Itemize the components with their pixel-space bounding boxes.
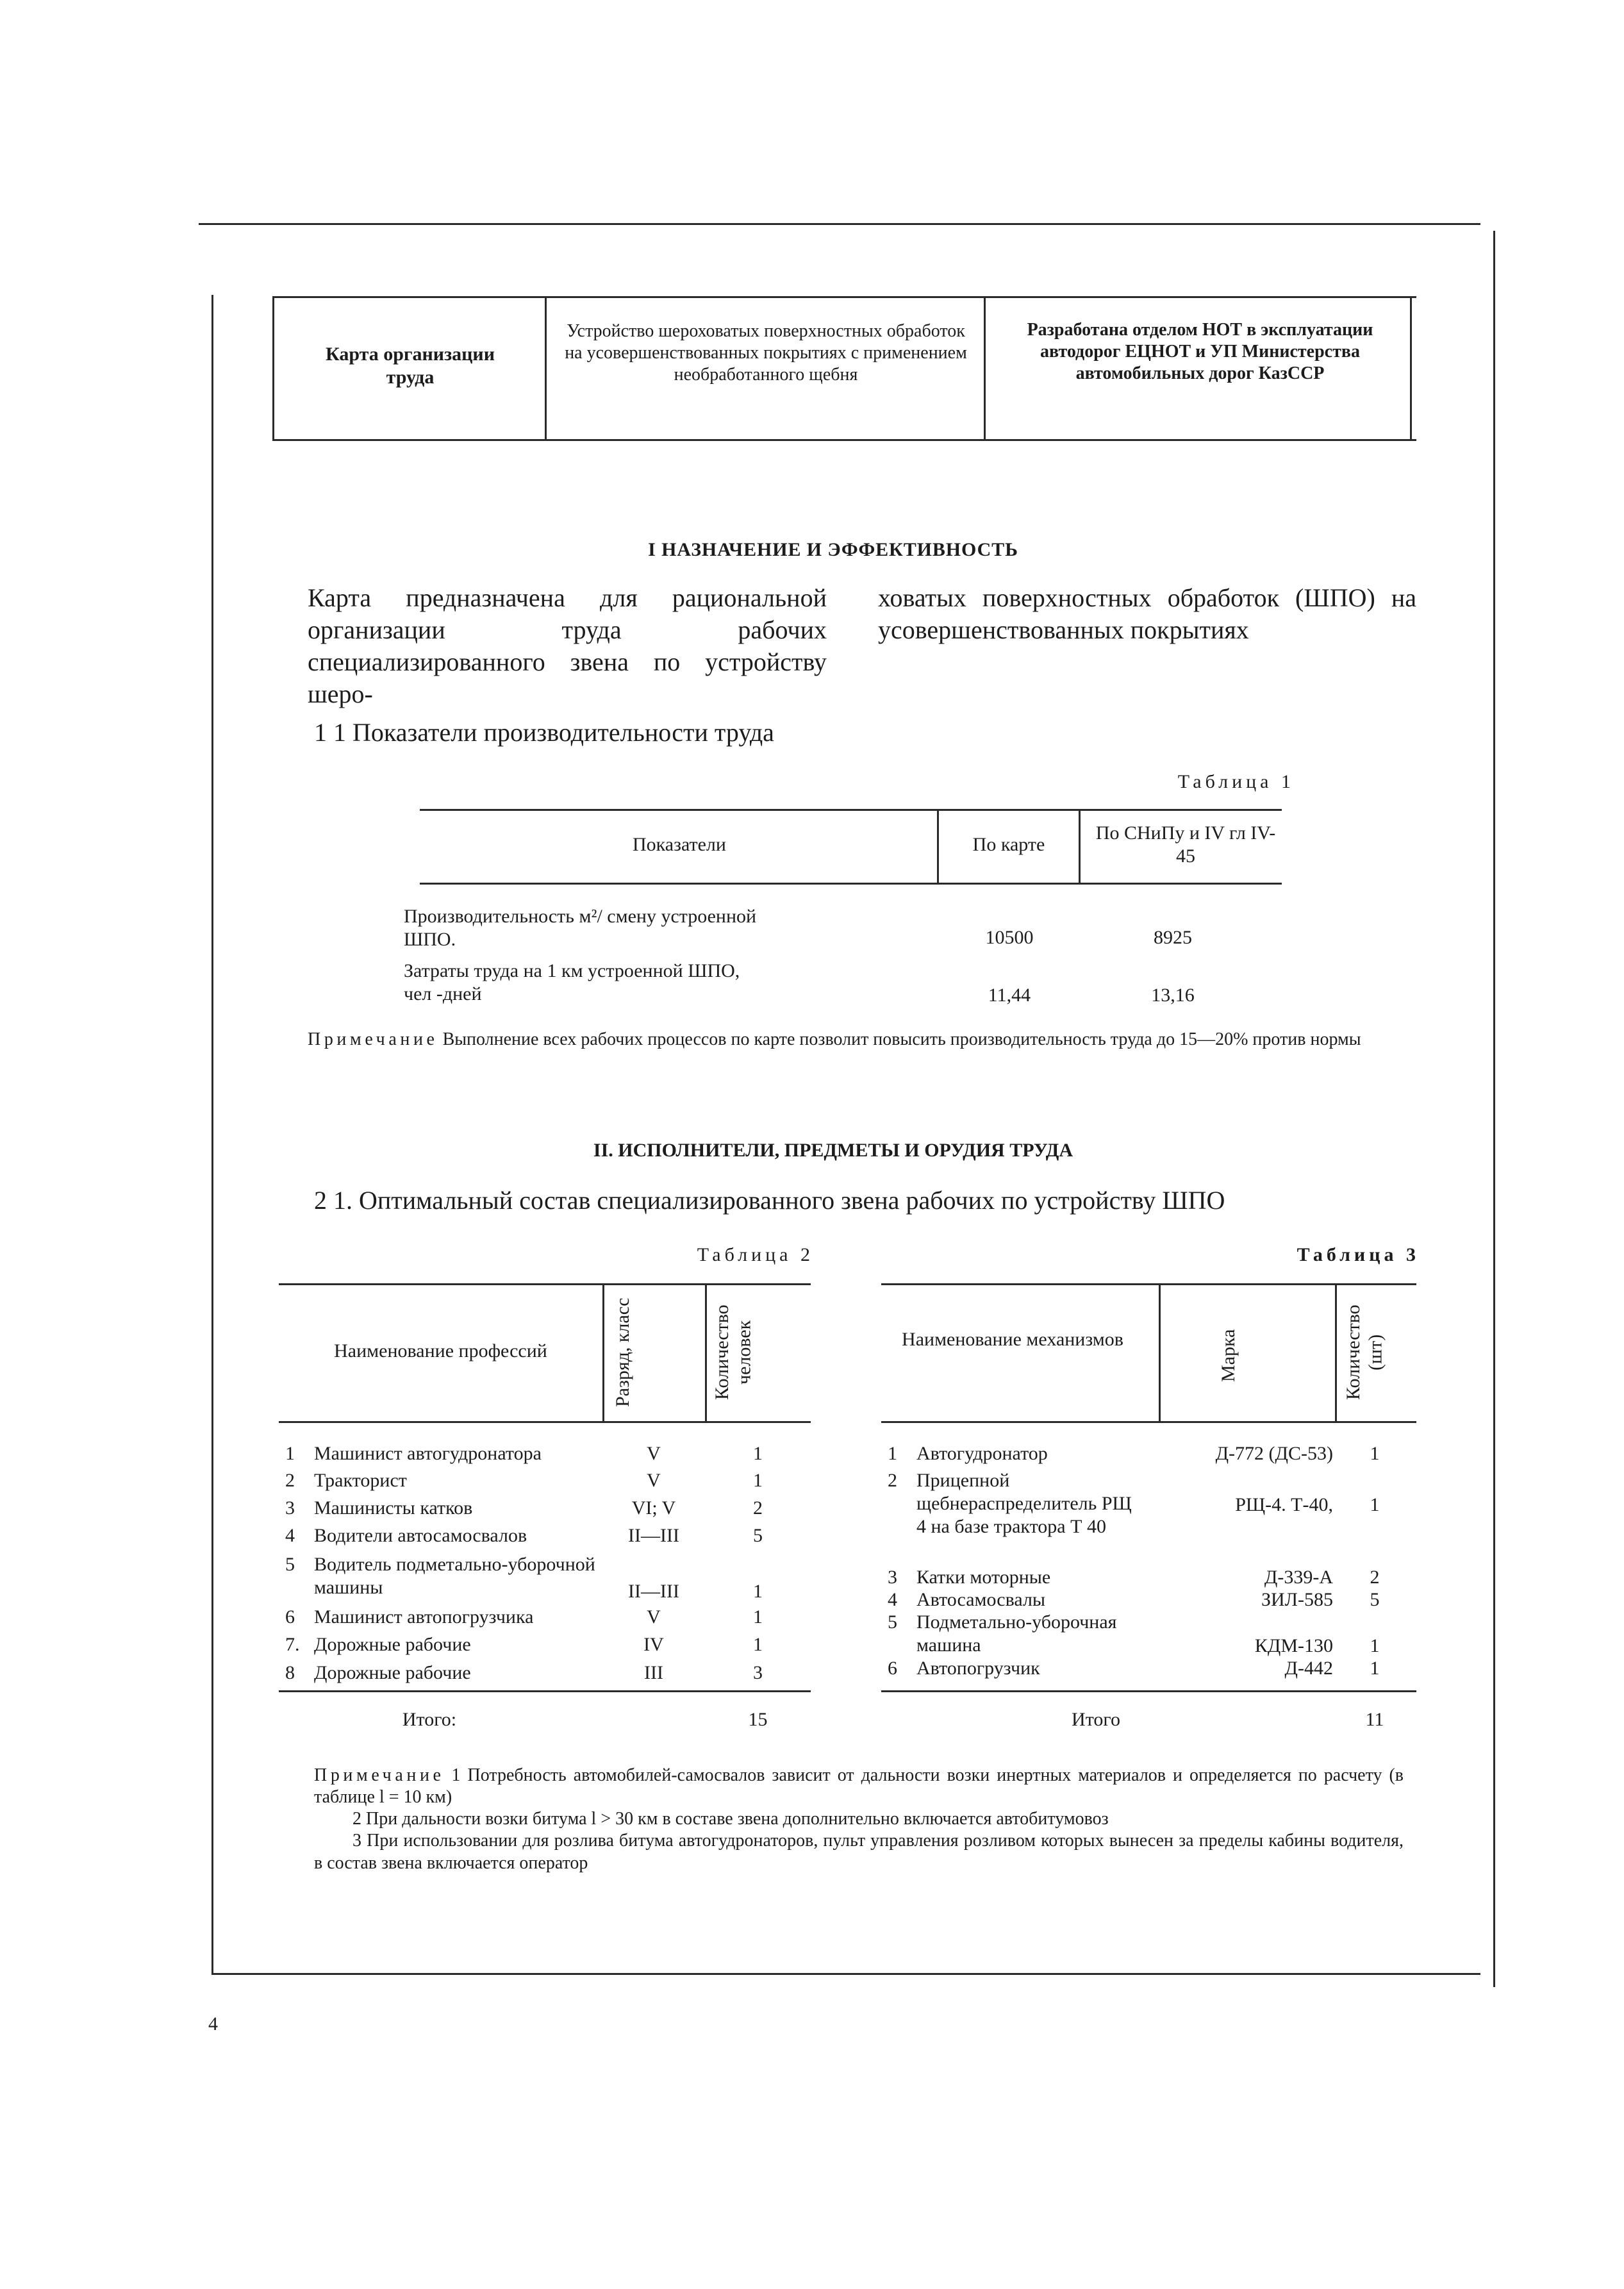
- table2-caption: Таблица 2: [697, 1244, 814, 1265]
- profession-count: 1: [753, 1443, 763, 1464]
- row-number: 1: [888, 1443, 897, 1464]
- header-developer: Разработана отделом НОТ в эксплуатации автодорог ЕЦНОТ и УП Министерства автомобильных дорог КазССР: [1027, 320, 1373, 384]
- mechanism-name: Катки моторные: [916, 1567, 1051, 1588]
- mechanism-name: Прицепной щебнераспределитель РЩ 4 на базе трактора Т 40: [916, 1470, 1132, 1537]
- table1-note-text: Выполнение всех рабочих процессов по карте позволит повысить производительность труда до 15—20% против нормы: [442, 1029, 1361, 1049]
- table2-total-value: 15: [748, 1709, 768, 1730]
- profession-name: Машинист автопогрузчика: [314, 1606, 534, 1627]
- page-right-rule: [1493, 231, 1495, 1987]
- table1-row-productivity-card: 10500: [985, 927, 1034, 948]
- section1-subtitle: 1 1 Показатели производительности труда: [314, 718, 774, 747]
- row-number: 5: [285, 1554, 295, 1575]
- notes-block: [314, 1765, 1404, 1874]
- mechanism-count: 5: [1370, 1589, 1380, 1610]
- row-number: 2: [285, 1470, 295, 1491]
- table2-header-grade: Разряд, класс: [612, 1297, 633, 1408]
- page-bottom-rule: [211, 1973, 1480, 1975]
- profession-grade: II—III: [628, 1525, 679, 1546]
- row-number: 7.: [285, 1634, 300, 1655]
- mechanism-count: 1: [1370, 1494, 1380, 1515]
- table1-row-labor-snip: 13,16: [1151, 985, 1195, 1006]
- profession-name: Водители автосамосвалов: [314, 1525, 527, 1546]
- table1-caption: Таблица 1: [1177, 771, 1295, 792]
- profession-name: Дорожные рабочие: [314, 1634, 471, 1655]
- mechanism-name: Подметально-уборочная машина: [916, 1611, 1117, 1656]
- profession-name: Тракторист: [314, 1470, 407, 1491]
- table3-total-label: Итого: [1072, 1709, 1120, 1730]
- profession-count: 1: [753, 1470, 763, 1491]
- profession-grade: IV: [643, 1634, 664, 1655]
- profession-grade: V: [647, 1606, 661, 1627]
- mechanism-count: 1: [1370, 1658, 1380, 1679]
- profession-count: 2: [753, 1497, 763, 1519]
- table3-header-count: Количество (шт): [1343, 1304, 1386, 1401]
- profession-grade: III: [644, 1662, 663, 1683]
- note-2: 2 При дальности возки битума l > 30 км в составе звена дополнительно включается автобитумовоз: [352, 1809, 1109, 1829]
- row-number: 6: [285, 1606, 295, 1627]
- table2-header-profession: Наименование профессий: [334, 1340, 547, 1361]
- row-number: 2: [888, 1470, 897, 1491]
- profession-name: Водитель подметально-уборочной машины: [314, 1554, 595, 1598]
- note-1-text: 1 Потребность автомобилей-самосвалов зависит от дальности возки инертных материалов и определяется по расчету (в таблице l = 10 км): [314, 1765, 1404, 1808]
- table2-total-label: Итого:: [402, 1709, 457, 1730]
- row-number: 5: [888, 1611, 897, 1633]
- row-number: 4: [285, 1525, 295, 1546]
- row-number: 8: [285, 1662, 295, 1683]
- table1-note: [308, 1029, 1397, 1051]
- table1-header-card: По карте: [972, 834, 1045, 855]
- row-number: 6: [888, 1658, 897, 1679]
- table1-row-labor-card: 11,44: [988, 985, 1031, 1006]
- table3-caption: Таблица 3: [1297, 1244, 1420, 1265]
- mechanism-count: 1: [1370, 1635, 1380, 1656]
- table1-row-productivity: Производительность м²/ смену устроенной ШПО.: [404, 906, 757, 950]
- mechanism-mark: КДМ-130: [1254, 1635, 1333, 1656]
- profession-count: 1: [753, 1581, 763, 1602]
- section2-subtitle: 2 1. Оптимальный состав специализированного звена рабочих по устройству ШПО: [314, 1186, 1225, 1215]
- mechanism-count: 1: [1370, 1443, 1380, 1464]
- row-number: 4: [888, 1589, 897, 1610]
- table1-note-label: Примечание: [308, 1029, 438, 1049]
- page-number: 4: [208, 2013, 218, 2035]
- note-1: [314, 1765, 1404, 1808]
- section2-title: II. ИСПОЛНИТЕЛИ, ПРЕДМЕТЫ И ОРУДИЯ ТРУДА: [593, 1140, 1073, 1161]
- note-3: 3 При использовании для розлива битума автогудронаторов, пульт управления розливом которых вынесен за пределы кабины водителя, в состав звена включается оператор: [314, 1831, 1404, 1873]
- mechanism-mark: Д-442: [1284, 1658, 1333, 1679]
- table1-header-indicator: Показатели: [633, 834, 726, 855]
- section1-title: I НАЗНАЧЕНИЕ И ЭФФЕКТИВНОСТЬ: [648, 539, 1018, 560]
- mechanism-name: Автосамосвалы: [916, 1589, 1046, 1610]
- profession-name: Машинист автогудронатора: [314, 1443, 542, 1464]
- row-number: 3: [888, 1567, 897, 1588]
- table3-total-value: 11: [1365, 1709, 1384, 1730]
- mechanism-count: 2: [1370, 1567, 1380, 1588]
- page-top-rule: [199, 223, 1480, 225]
- section1-paragraph-left: Карта предназначена для рациональной организации труда рабочих специализированного звена по устройству шеро-: [308, 583, 827, 708]
- mechanism-mark: ЗИЛ-585: [1261, 1589, 1333, 1610]
- header-work-title: Устройство шероховатых поверхностных обработок на усовершенствованных покрытиях с применением необработанного щебня: [565, 321, 967, 385]
- notes-label: Примечание: [314, 1765, 445, 1785]
- section1-paragraph-right: ховатых поверхностных обработок (ШПО) на усовершенствованных покрытиях: [878, 583, 1416, 644]
- table2-header-count: Количество человек: [711, 1304, 755, 1401]
- mechanism-mark: Д-339-А: [1264, 1567, 1333, 1588]
- profession-grade: II—III: [628, 1581, 679, 1602]
- profession-count: 3: [753, 1662, 763, 1683]
- table1-header-snip: По СНиПу и IV гл IV-45: [1095, 822, 1276, 867]
- profession-count: 1: [753, 1634, 763, 1655]
- profession-count: 5: [753, 1525, 763, 1546]
- profession-grade: V: [647, 1443, 661, 1464]
- mechanism-mark: РЩ-4. Т-40,: [1235, 1494, 1333, 1515]
- mechanism-mark: Д-772 (ДС-53): [1215, 1443, 1333, 1464]
- table1-row-productivity-snip: 8925: [1154, 927, 1192, 948]
- profession-grade: VI; V: [631, 1497, 676, 1519]
- table3-header-mark: Марка: [1218, 1329, 1239, 1383]
- mechanism-name: Автопогрузчик: [916, 1658, 1040, 1679]
- profession-grade: V: [647, 1470, 661, 1491]
- row-number: 3: [285, 1497, 295, 1519]
- header-card-title: Карта организации труда: [325, 344, 495, 388]
- row-number: 1: [285, 1443, 295, 1464]
- profession-name: Машинисты катков: [314, 1497, 473, 1519]
- table3-header-mechanism: Наименование механизмов: [902, 1329, 1123, 1350]
- table1-row-labor: Затраты труда на 1 км устроенной ШПО, чел -дней: [404, 960, 740, 1004]
- profession-count: 1: [753, 1606, 763, 1627]
- mechanism-name: Автогудронатор: [916, 1443, 1048, 1464]
- page-left-rule: [211, 295, 213, 1974]
- profession-name: Дорожные рабочие: [314, 1662, 471, 1683]
